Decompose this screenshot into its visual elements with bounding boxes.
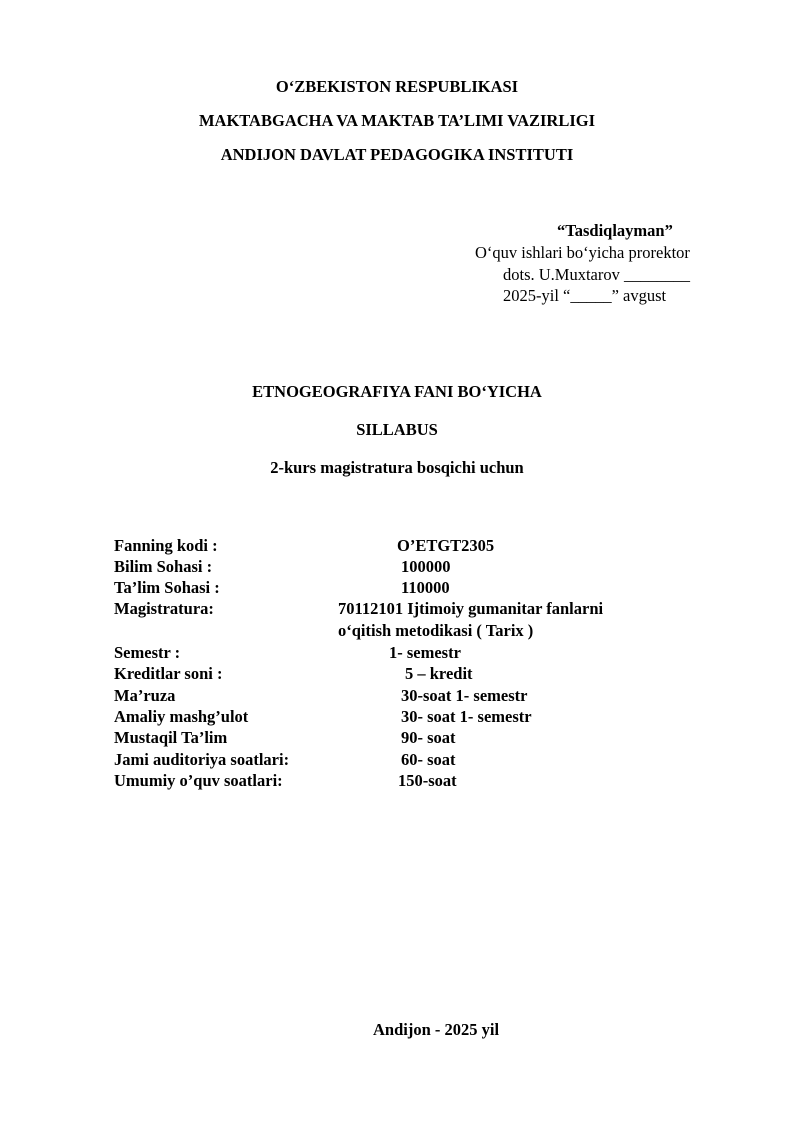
approval-date: 2025-yil “_____” avgust <box>503 286 667 305</box>
info-label-auditory-hours: Jami auditoriya soatlari: <box>114 750 290 769</box>
info-label-master: Magistratura: <box>114 599 214 618</box>
info-label-practice: Amaliy mashg’ulot <box>114 707 249 726</box>
info-value-auditory-hours: 60- soat <box>401 750 456 769</box>
info-value-independent: 90- soat <box>401 728 456 747</box>
footer-place-year: Andijon - 2025 yil <box>373 1020 500 1039</box>
institute-title: ANDIJON DAVLAT PEDAGOGIKA INSTITUTI <box>220 145 574 164</box>
info-label-code: Fanning kodi : <box>114 536 218 555</box>
info-label-total-hours: Umumiy o’quv soatlari: <box>114 771 283 790</box>
info-value-code: O’ETGT2305 <box>397 536 495 555</box>
approval-position: O‘quv ishlari bo‘yicha prorektor <box>475 243 690 262</box>
document-type: SILLABUS <box>356 420 438 439</box>
info-label-credits: Kreditlar soni : <box>114 664 223 683</box>
info-label-semester: Semestr : <box>114 643 181 662</box>
info-value-total-hours: 150-soat <box>398 771 457 790</box>
info-value-master: 70112101 Ijtimoiy gumanitar fanlarni <box>338 599 604 618</box>
approval-signer: dots. U.Muxtarov ________ <box>503 265 690 284</box>
audience-title: 2-kurs magistratura bosqichi uchun <box>270 458 524 477</box>
ministry-title: MAKTABGACHA VA MAKTAB TA’LIMI VAZIRLIGI <box>198 111 596 130</box>
info-value-practice: 30- soat 1- semestr <box>401 707 532 726</box>
info-label-independent: Mustaqil Ta’lim <box>114 728 228 747</box>
info-label-lecture: Ma’ruza <box>114 686 176 705</box>
info-value-master-line2: o‘qitish metodikasi ( Tarix ) <box>338 621 534 640</box>
approval-title: “Tasdiqlayman” <box>557 221 673 240</box>
country-title: O‘ZBEKISTON RESPUBLIKASI <box>275 77 519 96</box>
info-value-education-area: 110000 <box>401 578 450 597</box>
subject-title: ETNOGEOGRAFIYA FANI BO‘YICHA <box>252 382 542 401</box>
info-value-semester: 1- semestr <box>389 643 461 662</box>
info-label-knowledge-area: Bilim Sohasi : <box>114 557 213 576</box>
info-label-education-area: Ta’lim Sohasi : <box>114 578 220 597</box>
info-value-credits: 5 – kredit <box>405 664 473 683</box>
info-value-knowledge-area: 100000 <box>401 557 451 576</box>
info-value-lecture: 30-soat 1- semestr <box>401 686 528 705</box>
